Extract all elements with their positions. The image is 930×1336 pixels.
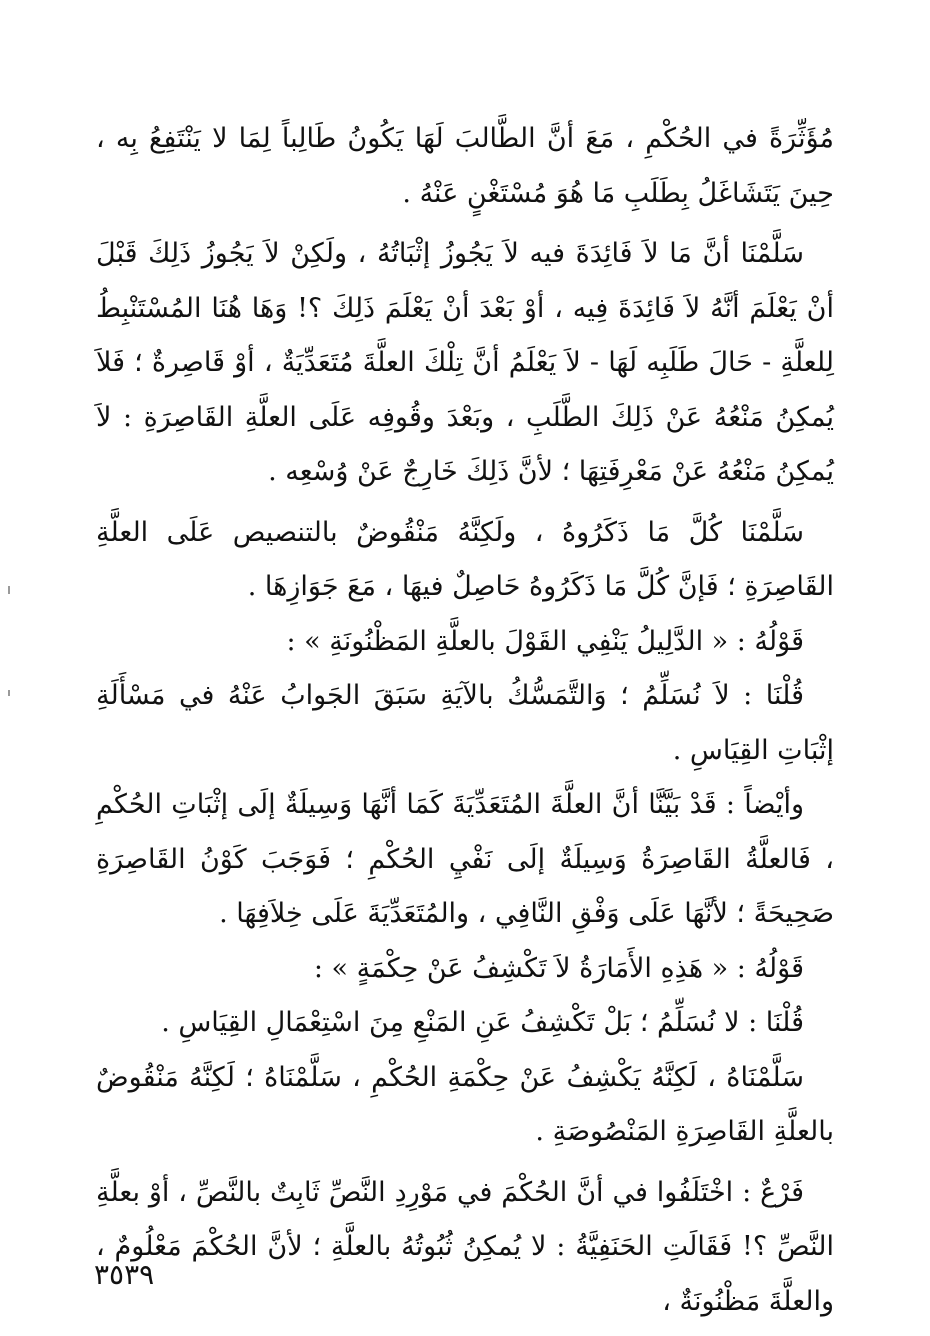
paragraph-5: قُلْنَا : لاَ نُسَلِّمُ ؛ وَالتَّمَسُّكُ بالآيَةِ سَبَقَ الجَوابُ عَنْهُ في مَسْأَلَةِ إثْبَاتِ القِيَاسِ . xyxy=(96,680,834,766)
paragraph-4: قَوْلُهُ : « الدَّلِيلُ يَنْفِي القَوْلَ بالعلَّةِ المَظْنُونَةِ » : xyxy=(286,625,804,657)
page-body-text xyxy=(96,112,834,1329)
paragraph-1: مُؤَثِّرَةً في الحُكْمِ ، مَعَ أنَّ الطَّالبَ لَهَا يَكُونُ طَالِباً لِمَا لا يَنْتَفِعُ بِه ، حِينَ يَتَشَاغَلُ بِطَلَبِ مَا هُوَ مُسْتَغْنٍ عَنْهُ . xyxy=(96,123,834,209)
paragraph-9: سَلَّمْنَاهُ ، لَكِنَّهُ يَكْشِفُ عَنْ حِكْمَةِ الحُكْمِ ، سَلَّمْنَاهُ ؛ لَكِنَّهُ مَنْقُوضٌ بالعلَّةِ القَاصِرَةِ المَنْصُوصَةِ . xyxy=(96,1061,834,1147)
paragraph-10: فَرْعٌ : اخْتَلَفُوا في أنَّ الحُكْمَ في مَوْرِدِ النَّصِّ ثَابِتٌ بالنَّصِّ ، أوْ بعلَّةِ النَّصِّ ؟! فَقَالَتِ الحَنَفِيَّةُ : لا يُمكِنُ ثُبُوتُهُ بالعلَّةِ ؛ لأنَّ الحُكْمَ مَعْلُومٌ ، والعلَّةَ مَظْنُونَةٌ ، xyxy=(96,1176,834,1317)
page-number: ٣٥٣٩ xyxy=(94,1258,155,1291)
paragraph-6: وأيْضاً : قَدْ بَيَّنَّا أنَّ العلَّةَ المُتَعَدِّيَةَ كَمَا أنَّهَا وَسِيلَةٌ إلَى إثْبَاتِ الحُكْمِ ، فَالعلَّةُ القَاصِرَةُ وَسِيلَةٌ إلَى نَفْيِ الحُكْمِ ؛ فَوَجَبَ كَوْنُ القَاصِرَةِ صَحِيحَةً ؛ لأنَّهَا عَلَى وَفْقِ النَّافِي ، والمُتَعَدِّيَةَ عَلَى خِلاَفِهَا . xyxy=(96,789,834,929)
paragraph-2: سَلَّمْنَا أنَّ مَا لاَ فَائِدَةَ فيه لاَ يَجُوزُ إثْبَاتُهُ ، ولَكِنْ لاَ يَجُوزُ ذَلِكَ قَبْلَ أنْ يَعْلَمَ أنَّهُ لاَ فَائِدَةَ فِيه ، أوْ بَعْدَ أنْ يَعْلَمَ ذَلِكَ ؟! وَهَا هُنَا المُسْتَنْبِطُ لِلعلَّةِ - حَالَ طَلَبِه لَهَا - لاَ يَعْلَمُ أنَّ تِلْكَ العلَّةَ مُتَعَدِّيَةٌ ، أوْ قَاصِرةٌ ؛ فَلاَ يُمكِنُ مَنْعُهُ عَنْ ذَلِكَ الطَّلَبِ ، وبَعْدَ وقُوفِه عَلَى العلَّةِ القَاصِرَةِ : لاَ يُمكِنُ مَنْعُهُ عَنْ مَعْرِفَتِهَا ؛ لأنَّ ذَلِكَ خَارِجٌ عَنْ وُسْعِه . xyxy=(96,238,834,487)
paragraph-3: سَلَّمْنَا كُلَّ مَا ذَكَرُوهُ ، ولَكِنَّهُ مَنْقُوضٌ بالتنصيص عَلَى العلَّةِ القَاصِرَةِ ؛ فَإنَّ كُلَّ مَا ذَكَرُوهُ حَاصِلٌ فيهَا ، مَعَ جَوَازِهَا . xyxy=(96,516,834,602)
paragraph-8: قُلْنَا : لا نُسَلِّمُ ؛ بَلْ تَكْشِفُ عَنِ المَنْعِ مِنَ اسْتِعْمَالِ القِيَاسِ . xyxy=(161,1007,804,1038)
scan-artifact xyxy=(8,586,10,594)
paragraph-7: قَوْلُهُ : « هَذِهِ الأَمَارَةُ لاَ تَكْشِفُ عَنْ حِكْمَةٍ » : xyxy=(313,952,804,984)
scan-artifact xyxy=(8,690,10,696)
